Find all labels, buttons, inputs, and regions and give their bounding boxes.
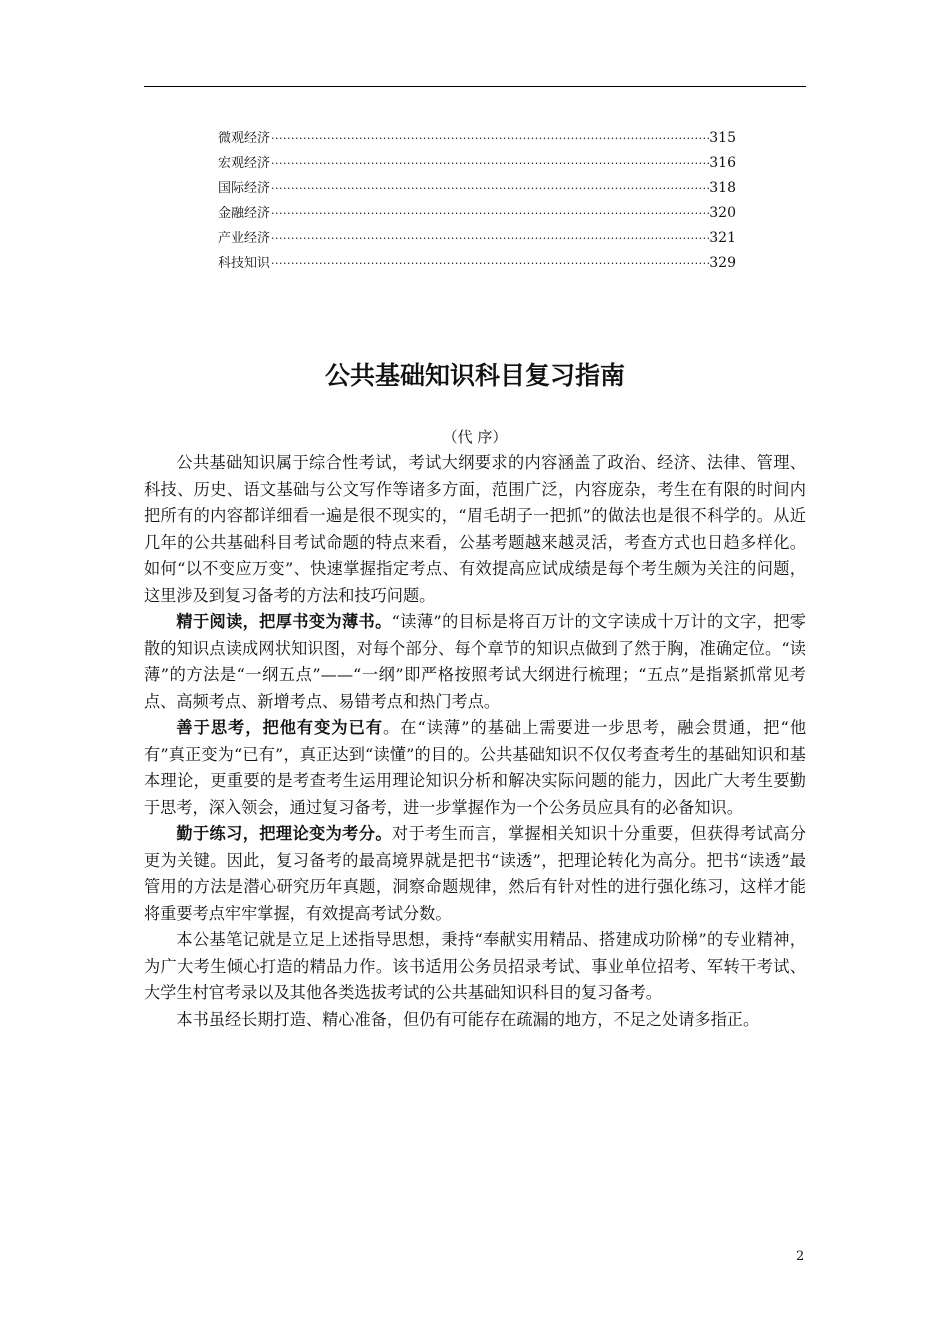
paragraph — [144, 450, 806, 609]
toc-leader-dots — [270, 254, 709, 274]
toc-leader-dots — [270, 204, 709, 224]
paragraph — [144, 821, 806, 927]
toc-entry[interactable] — [218, 178, 736, 203]
paragraph-lead: 善于思考，把他有变为已有 — [176, 718, 384, 737]
document-title: 公共基础知识科目复习指南 — [324, 361, 625, 390]
paragraph — [144, 715, 806, 821]
paragraph — [144, 927, 806, 1007]
page-number: 2 — [796, 1249, 805, 1264]
toc-entry[interactable] — [218, 253, 736, 278]
toc-entry[interactable] — [218, 203, 736, 228]
toc-leader-dots — [270, 154, 709, 174]
paragraph — [144, 609, 806, 715]
toc-entry-page: 315 — [709, 130, 736, 146]
toc-entry-label: 科技知识 — [218, 256, 271, 271]
paragraph-text: 本书虽经长期打造、精心准备，但仍有可能存在疏漏的地方，不足之处请多指正。 — [176, 1009, 760, 1029]
toc-entry-page: 320 — [709, 205, 736, 221]
toc-entry-page: 321 — [709, 230, 736, 246]
toc-entry-label: 金融经济 — [218, 206, 271, 221]
paragraph-text: 本公基笔记就是立足上述指导思想，秉持“奉献实用精品、搭建成功阶梯”的专业精神，为广大考生倾心打造的精品力作。该书适用公务员招录考试、事业单位招考、军转干考试、大学生村官考录以及其他各类选拔考试的公共基础知识科目的复习备考。 — [144, 930, 806, 1002]
toc-entry[interactable] — [218, 153, 736, 178]
toc-entry-page: 318 — [709, 180, 736, 196]
toc-entry-page: 329 — [709, 255, 736, 271]
toc-entry-page: 316 — [709, 155, 736, 171]
toc-entry-label: 国际经济 — [218, 181, 271, 196]
toc-entry[interactable] — [218, 228, 736, 253]
article-body — [144, 450, 806, 1033]
document-subtitle: （代 序） — [442, 428, 508, 446]
toc-leader-dots — [270, 129, 709, 149]
toc-leader-dots — [270, 229, 709, 249]
table-of-contents — [218, 128, 736, 278]
toc-entry-label: 微观经济 — [218, 131, 271, 146]
header-rule — [144, 86, 806, 87]
paragraph-text: 对于考生而言，掌握相关知识十分重要，但获得考试高分更为关键。因此，复习备考的最高境界就是把书“读透”，把理论转化为高分。把书“读透”最管用的方法是潜心研究历年真题，洞察命题规律，然后有针对性的进行强化练习，这样才能将重要考点牢牢掌握，有效提高考试分数。 — [144, 824, 807, 923]
toc-entry-label: 宏观经济 — [218, 156, 271, 171]
toc-entry[interactable] — [218, 128, 736, 153]
paragraph-text: “读薄”的目标是将百万计的文字读成十万计的文字，把零散的知识点读成网状知识图，对每个部分、每个章节的知识点做到了然于胸，准确定位。“读薄”的方法是“一纲五点”——“一纲”即严格按照考试大纲进行梳理；“五点”是指紧抓常见考点、高频考点、新增考点、易错考点和热门考点。 — [144, 612, 806, 711]
paragraph-text: 。在“读薄”的基础上需要进一步思考，融会贯通，把“他有”真正变为“已有”，真正达到“读懂”的目的。公共基础知识不仅仅考查考生的基础知识和基本理论，更重要的是考查考生运用理论知识分析和解决实际问题的能力，因此广大考生要勤于思考，深入领会，通过复习备考，进一步掌握作为一个公务员应具有的必备知识。 — [144, 718, 807, 817]
toc-leader-dots — [270, 179, 709, 199]
paragraph — [144, 1007, 806, 1034]
paragraph-lead: 勤于练习，把理论变为考分。 — [176, 824, 392, 843]
paragraph-text: 公共基础知识属于综合性考试，考试大纲要求的内容涵盖了政治、经济、法律、管理、科技、历史、语文基础与公文写作等诸多方面，范围广泛，内容庞杂，考生在有限的时间内把所有的内容都详细看一遍是很不现实的，“眉毛胡子一把抓”的做法也是很不科学的。从近几年的公共基础科目考试命题的特点来看，公基考题越来越灵活，考查方式也日趋多样化。如何“以不变应万变”、快速掌握指定考点、有效提高应试成绩是每个考生颇为关注的问题，这里涉及到复习备考的方法和技巧问题。 — [144, 453, 806, 605]
paragraph-lead: 精于阅读，把厚书变为薄书。 — [176, 612, 392, 631]
toc-entry-label: 产业经济 — [218, 231, 271, 246]
